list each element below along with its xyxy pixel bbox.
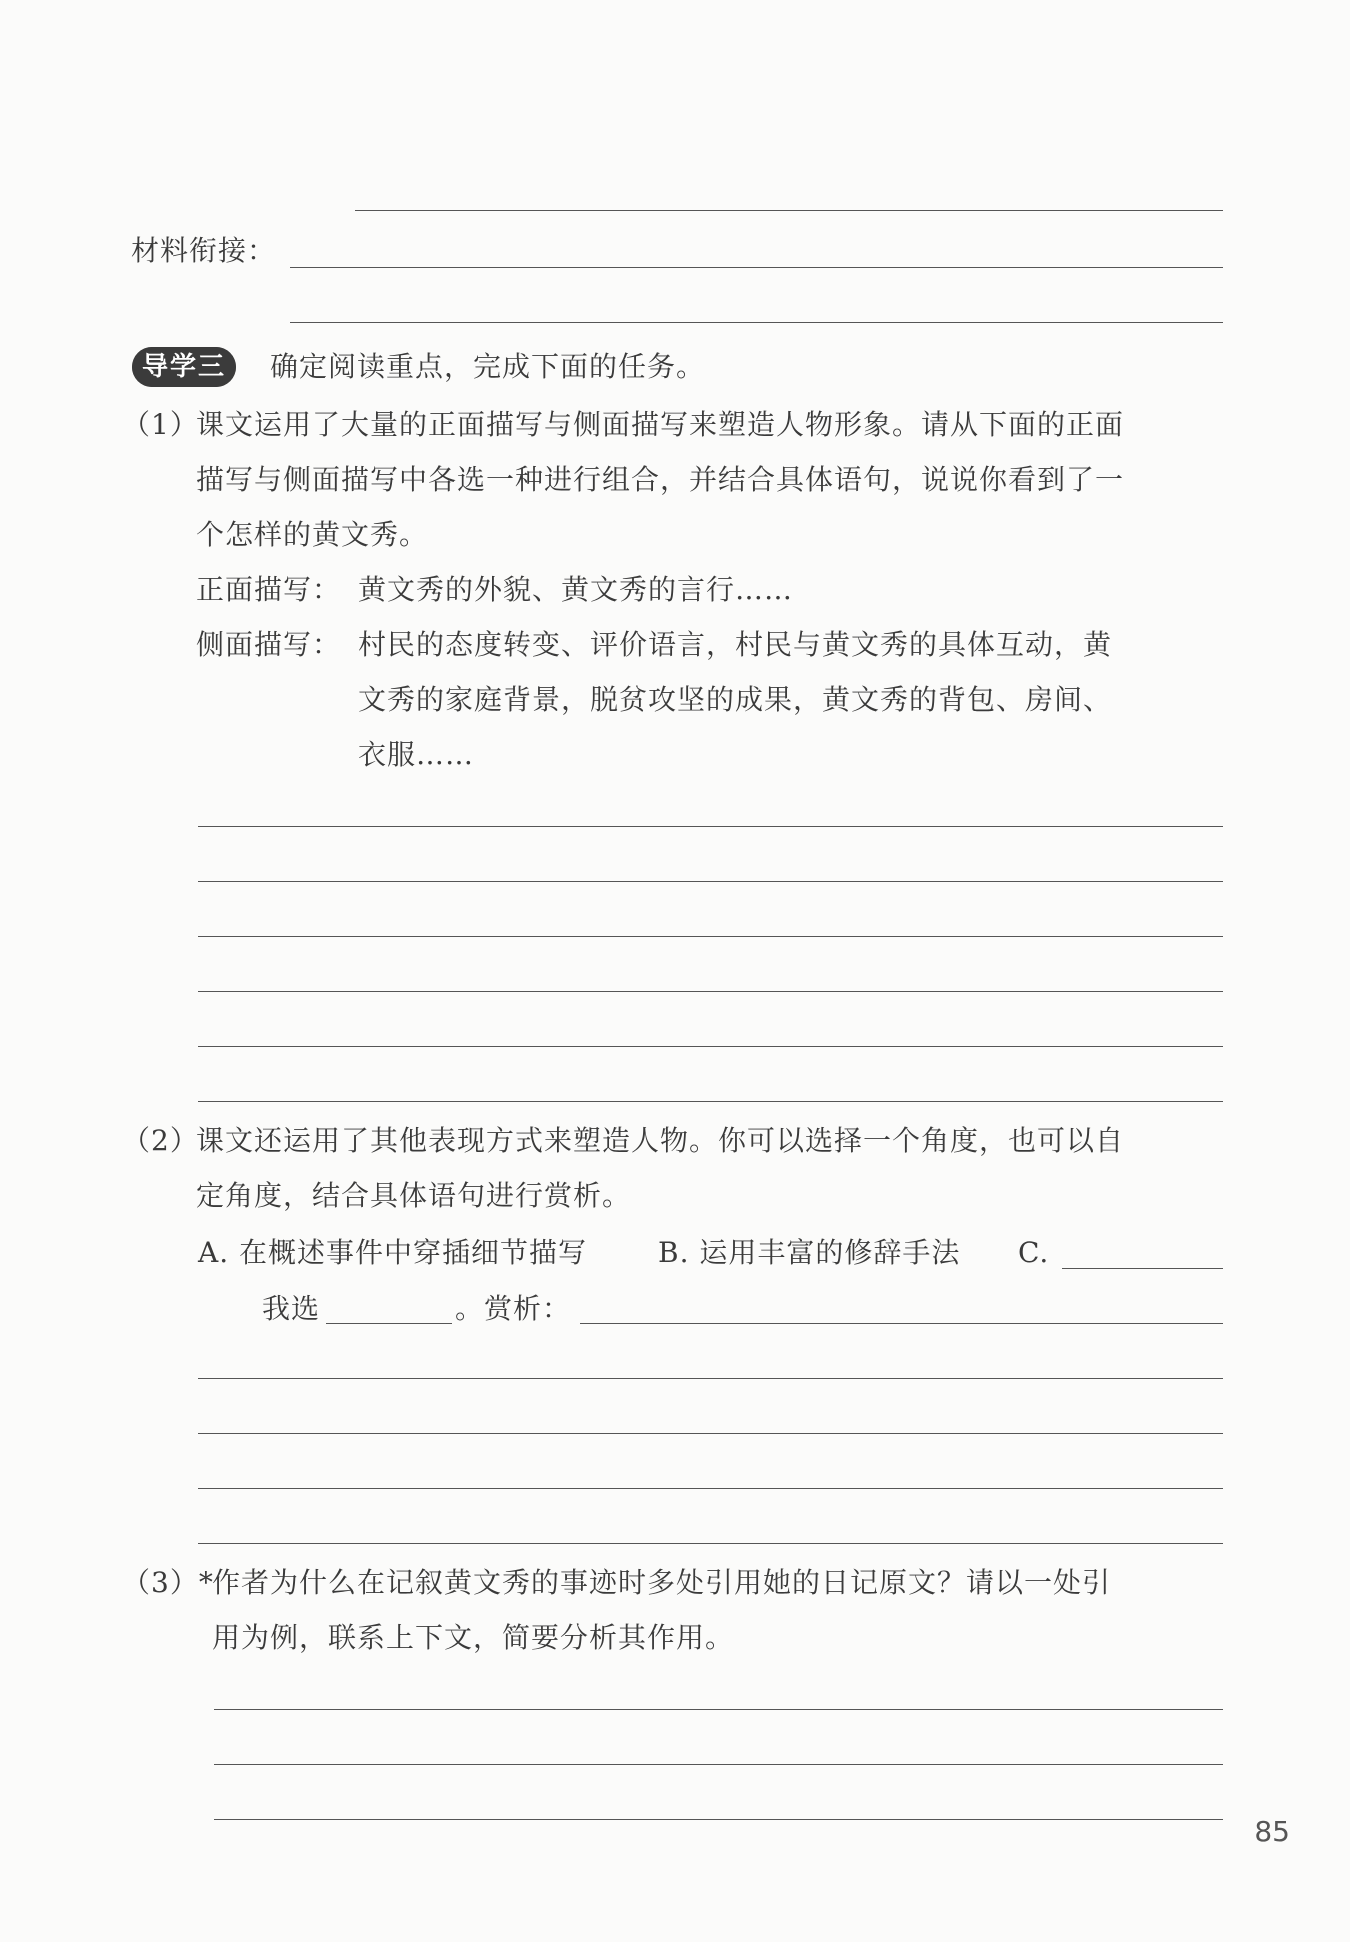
answer-line[interactable] <box>355 210 1223 211</box>
q1-line: 个怎样的黄文秀。 <box>196 518 429 551</box>
q3-line: 作者为什么在记叙黄文秀的事迹时多处引用她的日记原文？请以一处引 <box>212 1566 1112 1599</box>
section-intro: 确定阅读重点，完成下面的任务。 <box>270 350 706 383</box>
answer-line[interactable] <box>290 322 1223 323</box>
answer-line[interactable] <box>198 936 1223 937</box>
page-number: 85 <box>1254 1815 1290 1848</box>
q1-front-label: 正面描写： <box>196 573 342 606</box>
answer-line[interactable] <box>198 991 1223 992</box>
q1-front-text: 黄文秀的外貌、黄文秀的言行…… <box>358 573 794 606</box>
option-c-blank[interactable] <box>1062 1268 1223 1269</box>
answer-line[interactable] <box>198 1433 1223 1434</box>
q3-line: 用为例，联系上下文，简要分析其作用。 <box>212 1621 735 1654</box>
q1-line: 描写与侧面描写中各选一种进行组合，并结合具体语句，说说你看到了一 <box>196 463 1125 496</box>
q1-side-line: 衣服…… <box>358 738 475 771</box>
q2-line: 课文还运用了其他表现方式来塑造人物。你可以选择一个角度，也可以自 <box>196 1124 1125 1157</box>
choice-blank[interactable] <box>326 1323 452 1324</box>
q2-number: （2） <box>122 1124 199 1157</box>
answer-line[interactable] <box>214 1819 1223 1820</box>
q1-side-line: 文秀的家庭背景，脱贫攻坚的成果，黄文秀的背包、房间、 <box>358 683 1113 716</box>
q2-line: 定角度，结合具体语句进行赏析。 <box>196 1179 632 1212</box>
answer-line[interactable] <box>290 267 1223 268</box>
q3-number: （3）* <box>122 1566 214 1599</box>
q2-option-a: A. 在概述事件中穿插细节描写 <box>198 1236 588 1269</box>
q2-analysis-label: 。赏析： <box>455 1292 572 1325</box>
answer-line[interactable] <box>580 1323 1223 1324</box>
answer-line[interactable] <box>198 881 1223 882</box>
q2-choose-label: 我选 <box>262 1292 321 1325</box>
q1-line: 课文运用了大量的正面描写与侧面描写来塑造人物形象。请从下面的正面 <box>196 408 1125 441</box>
q2-option-b: B. 运用丰富的修辞手法 <box>658 1236 961 1269</box>
q1-side-label: 侧面描写： <box>196 628 342 661</box>
answer-line[interactable] <box>214 1709 1223 1710</box>
material-label: 材料衔接： <box>131 234 277 267</box>
q2-option-c: C. <box>1018 1236 1050 1269</box>
answer-line[interactable] <box>198 1543 1223 1544</box>
answer-line[interactable] <box>198 826 1223 827</box>
q1-number: （1） <box>122 408 199 441</box>
section-badge: 导学三 <box>132 347 236 387</box>
answer-line[interactable] <box>198 1488 1223 1489</box>
answer-line[interactable] <box>214 1764 1223 1765</box>
answer-line[interactable] <box>198 1378 1223 1379</box>
answer-line[interactable] <box>198 1046 1223 1047</box>
q1-side-line: 村民的态度转变、评价语言，村民与黄文秀的具体互动，黄 <box>358 628 1113 661</box>
answer-line[interactable] <box>198 1101 1223 1102</box>
